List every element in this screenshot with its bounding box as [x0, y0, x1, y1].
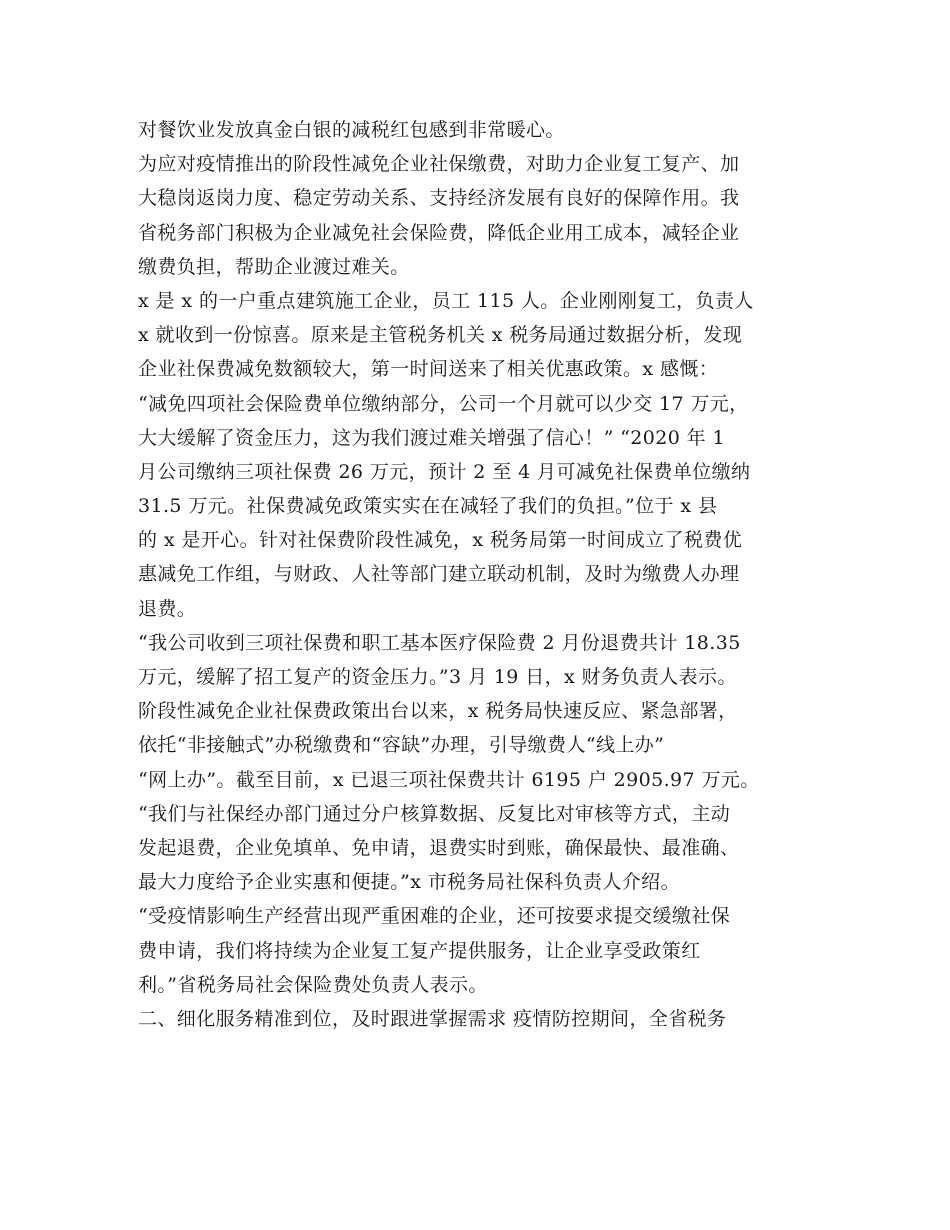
text-line: 发起退费，企业免填单、免申请，退费实时到账，确保最快、最准确、 [138, 836, 740, 859]
text-line: 的 x 是开心。针对社保费阶段性减免，x 税务局第一时间成立了税费优 [138, 529, 743, 552]
text-line: 费申请，我们将持续为企业复工复产提供服务，让企业享受政策红 [138, 939, 701, 962]
text-line: x 是 x 的一户重点建筑施工企业，员工 115 人。企业刚刚复工，负责人 [138, 289, 754, 312]
text-line: 月公司缴纳三项社保费 26 万元，预计 2 至 4 月可减免社保费单位缴纳 [138, 460, 751, 483]
text-line: 依托“非接触式”办税缴费和“容缺”办理，引导缴费人“线上办” [138, 734, 665, 757]
document-body [138, 113, 818, 1036]
text-line: 惠减免工作组，与财政、人社等部门建立联动机制，及时为缴费人办理 [138, 563, 740, 586]
text-line: 退费。 [138, 597, 197, 620]
text-line: “我公司收到三项社保费和职工基本医疗保险费 2 月份退费共计 18.35 [138, 631, 741, 654]
text-line: x 就收到一份惊喜。原来是主管税务机关 x 税务局通过数据分析，发现 [138, 324, 743, 347]
text-line: 万元，缓解了招工复产的资金压力。”3 月 19 日，x 财务负责人表示。 [138, 666, 737, 688]
text-line: “减免四项社会保险费单位缴纳部分，公司一个月就可以少交 17 万元， [138, 392, 749, 415]
text-line: 最大力度给予企业实惠和便捷。”x 市税务局社保科负责人介绍。 [138, 871, 680, 894]
text-line: 31.5 万元。社保费减免政策实实在在减轻了我们的负担。”位于 x 县 [138, 495, 718, 518]
text-line: “网上办”。截至目前，x 已退三项社保费共计 6195 户 2905.97 万元。 [138, 768, 760, 791]
text-line: 大大缓解了资金压力，这为我们渡过难关增强了信心！” “2020 年 1 [138, 426, 725, 449]
text-line: 阶段性减免企业社保费政策出台以来，x 税务局快速反应、紧急部署， [138, 700, 738, 723]
text-line: 省税务部门积极为企业减免社会保险费，降低企业用工成本，减轻企业 [138, 221, 740, 244]
text-line: “受疫情影响生产经营出现严重困难的企业，还可按要求提交缓缴社保 [138, 905, 731, 928]
text-line: 企业社保费减免数额较大，第一时间送来了相关优惠政策。x 感慨： [138, 358, 719, 381]
text-line: “我们与社保经办部门通过分户核算数据、反复比对审核等方式，主动 [138, 802, 731, 825]
text-line: 对餐饮业发放真金白银的减税红包感到非常暖心。 [138, 119, 565, 141]
text-line: 二、细化服务精准到位，及时跟进掌握需求 疫情防控期间，全省税务 [138, 1007, 727, 1030]
text-line: 缴费负担，帮助企业渡过难关。 [138, 255, 410, 278]
text-line: 大稳岗返岗力度、稳定劳动关系、支持经济发展有良好的保障作用。我 [138, 187, 740, 210]
text-line: 为应对疫情推出的阶段性减免企业社保缴费，对助力企业复工复产、加 [138, 153, 740, 176]
text-line: 利。”省税务局社会保险费处负责人表示。 [138, 973, 488, 996]
